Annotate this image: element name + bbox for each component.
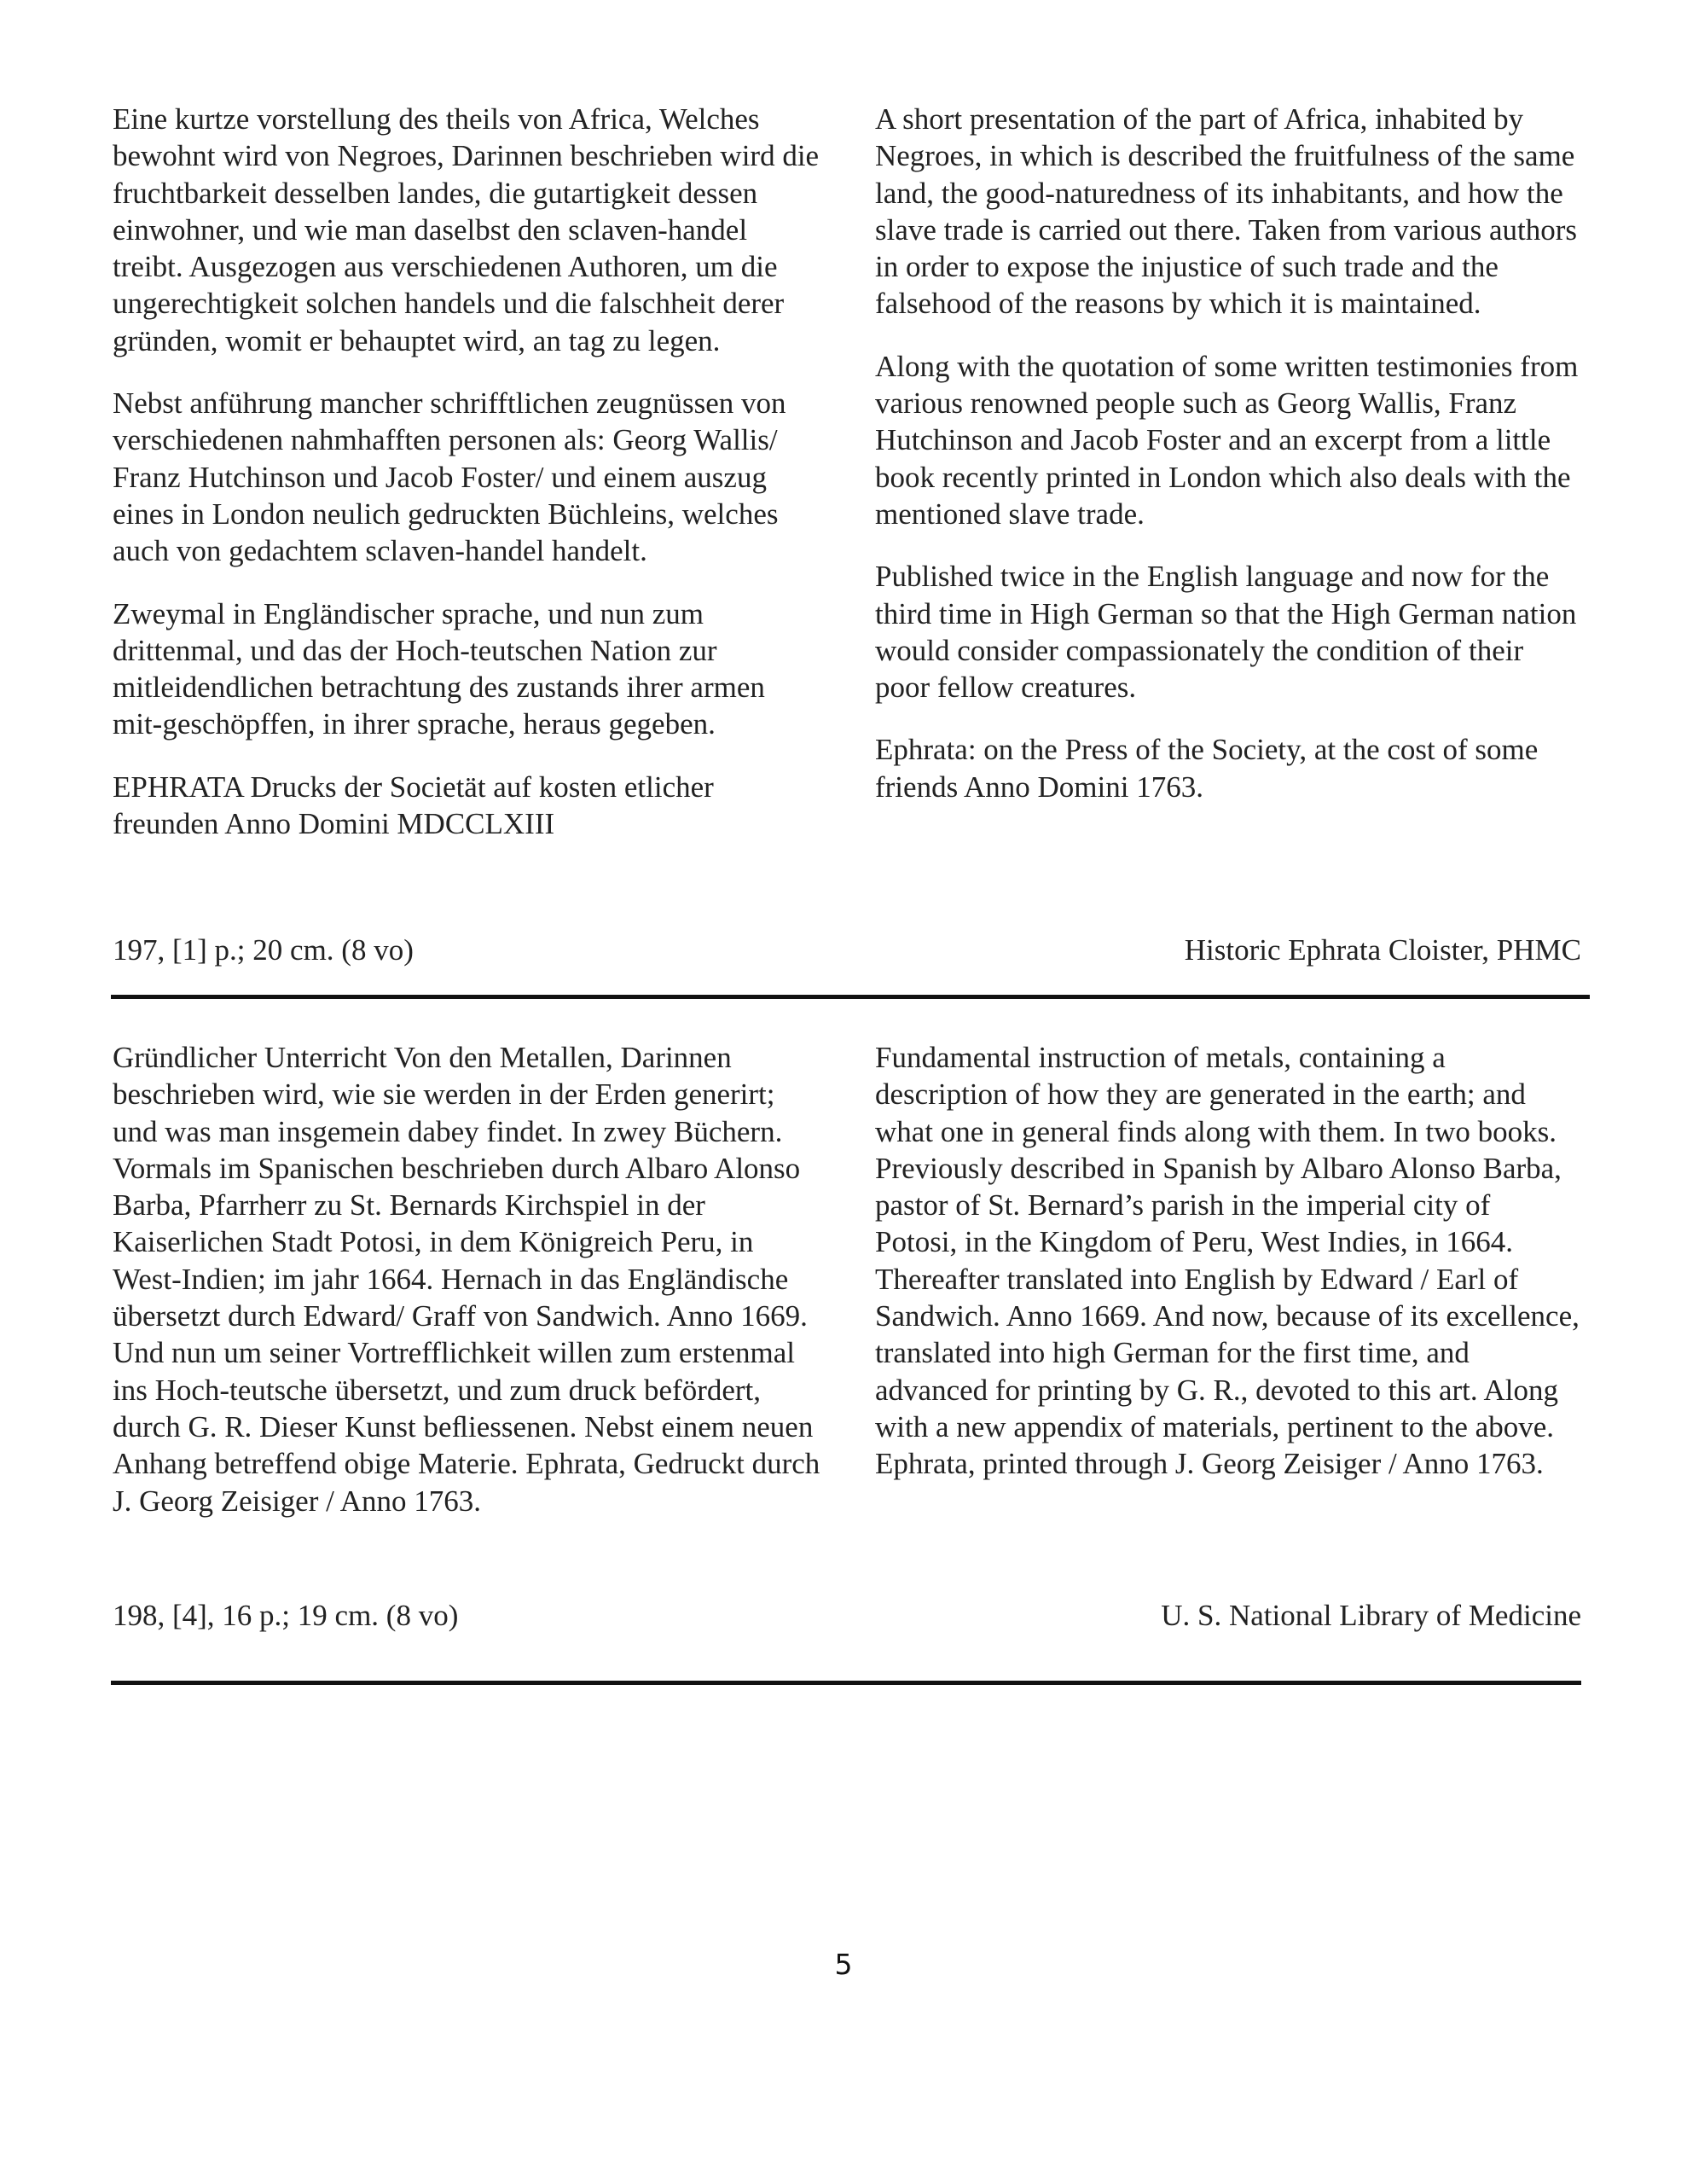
english-translation-column	[875, 1039, 1580, 1508]
english-imprint: Ephrata: on the Press of the Society, at the cost of some friends Anno Domini 1763.	[875, 733, 1539, 804]
holding-institution: Historic Ephrata Cloister, PHMC	[1184, 933, 1581, 967]
german-title-column	[113, 1039, 820, 1545]
holding-institution: U. S. National Library of Medicine	[1161, 1599, 1581, 1632]
german-paragraph: Eine kurtze vorstellung des theils von Africa, Welches bewohnt wird von Negroes, Darinnen beschrieben wird die fruchtbarkeit desselben landes, die gutartigkeit dessen einwohner, und wie man daselbst den sclaven-handel treibt. Ausgezogen aus verschiedenen Authoren, um die ungerechtigkeit solchen handels und die falschheit derer gründen, womit er behauptet wird, an tag zu legen.	[113, 102, 820, 357]
english-paragraph: Along with the quotation of some written testimonies from various renowned people such as Georg Wallis, Franz Hutchinson and Jacob Foster and an excerpt from a little book recently printed in London which also deals with the mentioned slave trade.	[875, 349, 1579, 531]
english-paragraph: Fundamental instruction of metals, containing a description of how they are generated in the earth; and what one in general finds along with them. In two books. Previously described in Spanish by Albaro Alonso Barba, pastor of St. Bernard’s parish in the imperial city of Potosi, in the Kingdom of Peru, West Indies, in 1664. Thereafter translated into English by Edward / Earl of Sandwich. Anno 1669. And now, because of its excellence, translated into high German for the first time, and advanced for printing by G. R., devoted to this art. Along with a new appendix of materials, pertinent to the above. Ephrata, printed through J. Georg Zeisiger / Anno 1763.	[875, 1041, 1580, 1481]
german-imprint: EPHRATA Drucks der Societät auf kosten etlicher freunden Anno Domini MDCCLXIII	[113, 770, 714, 841]
german-paragraph: Gründlicher Unterricht Von den Metallen, Darinnen beschrieben wird, wie sie werden in der Erden generirt; und was man insgemein dabey findet. In zwey Büchern. Vormals im Spanischen beschrieben durch Albaro Alonso Barba, Pfarrherr zu St. Bernards Kirchspiel in der Kaiserlichen Stadt Potosi, in dem Königreich Peru, in West-Indien; im jahr 1664. Hernach in das Engländische übersetzt durch Edward/ Graff von Sandwich. Anno 1669. Und nun um seiner Vortrefflichkeit willen zum erstenmal ins Hoch-teutsche übersetzt, und zum druck befördert, durch G. R. Dieser Kunst beﬂiessenen. Nebst einem neuen Anhang betreffend obige Materie. Ephrata, Gedruckt durch J. Georg Zeisiger / Anno 1763.	[113, 1041, 820, 1518]
collation: 198, [4], 16 p.; 19 cm. (8 vo)	[113, 1599, 459, 1632]
german-paragraph: Nebst anführung mancher schrifftlichen zeugnüssen von verschiedenen nahmhafften personen als: Georg Wallis/ Franz Hutchinson und Jacob Foster/ und einem auszug eines in London neulich gedruckten Büchleins, welches auch von gedachtem sclaven-handel handelt.	[113, 386, 786, 568]
german-title-column	[113, 101, 820, 868]
page-number: 5	[834, 1948, 853, 1981]
entry-divider	[111, 995, 1590, 999]
english-paragraph: Published twice in the English language and now for the third time in High German so that the High German nation would consider compassionately the condition of their poor fellow creatures.	[875, 560, 1577, 705]
collation: 197, [1] p.; 20 cm. (8 vo)	[113, 933, 414, 967]
english-translation-column	[875, 101, 1580, 831]
english-paragraph: A short presentation of the part of Africa, inhabited by Negroes, in which is described the fruitfulness of the same land, the good-naturedness of its inhabitants, and how the slave trade is carried out there. Taken from various authors in order to expose the injustice of such trade and the falsehood of the reasons by which it is maintained.	[875, 102, 1577, 321]
entry-divider	[111, 1681, 1581, 1685]
german-paragraph: Zweymal in Engländischer sprache, und nun zum drittenmal, und das der Hoch-teutschen Nation zur mitleidendlichen betrachtung des zustands ihrer armen mit-geschöpffen, in ihrer sprache, heraus gegeben.	[113, 596, 765, 741]
